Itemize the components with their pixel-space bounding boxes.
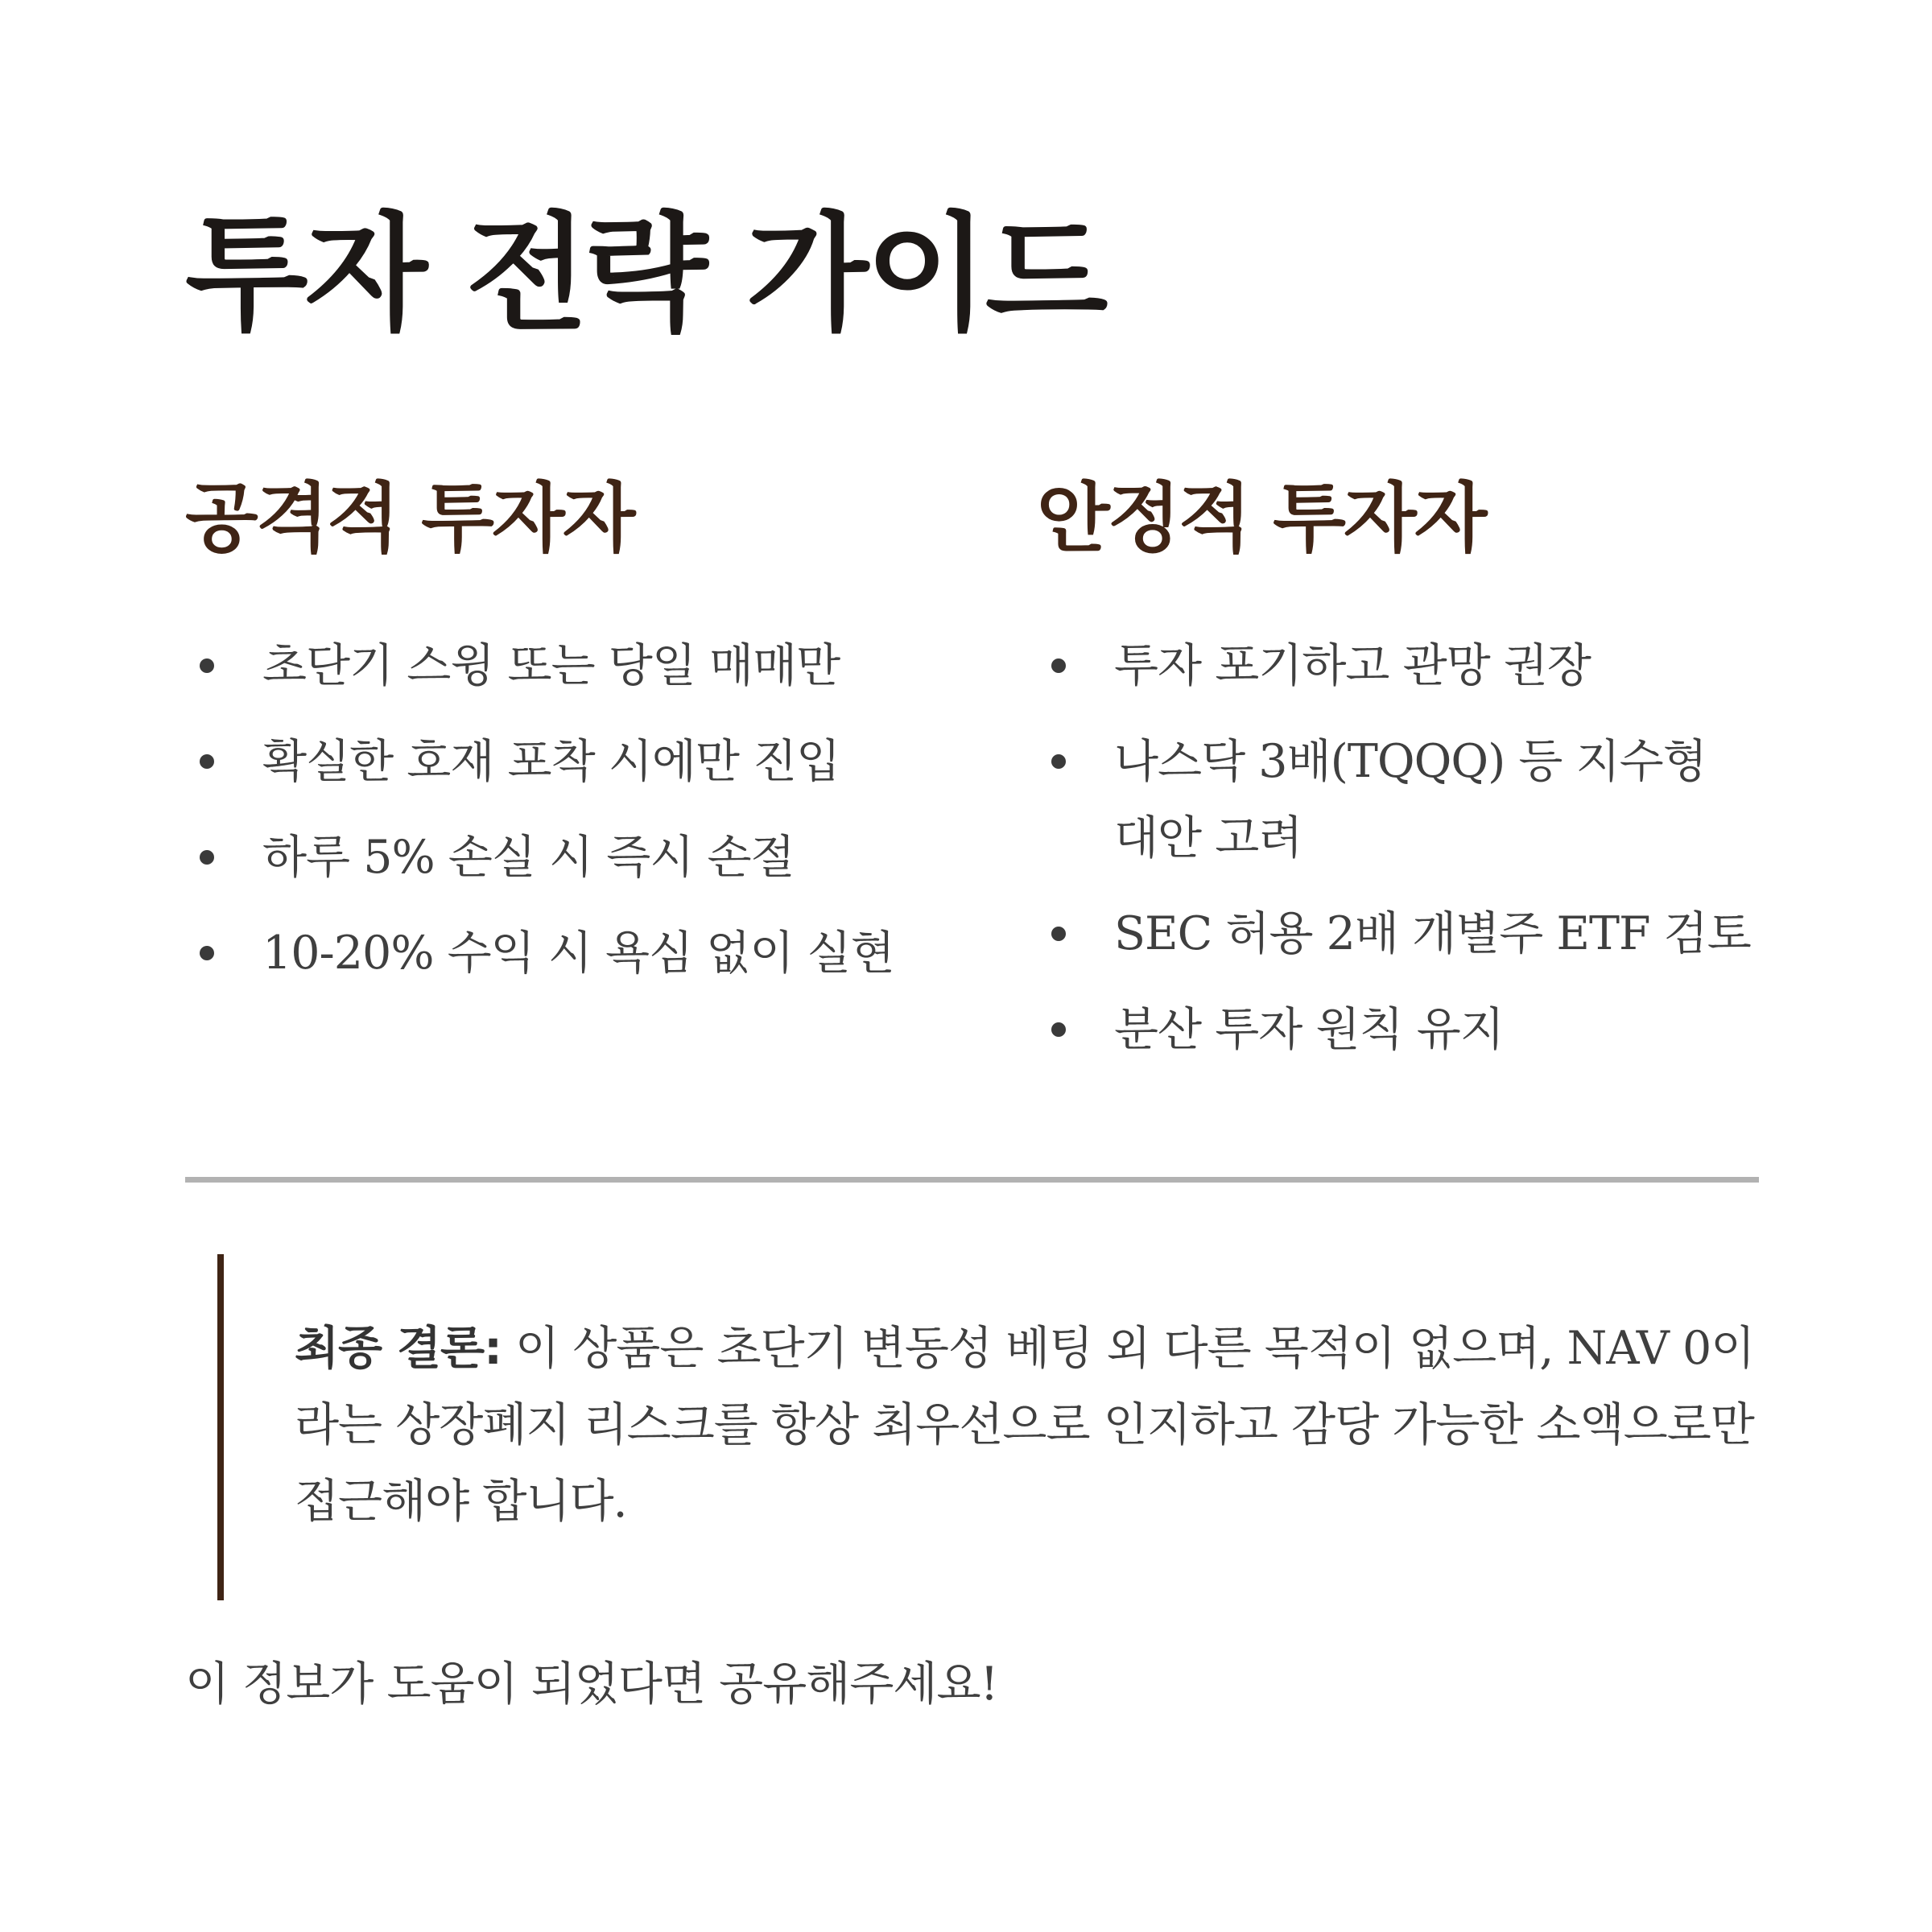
list-item: [185, 915, 958, 992]
bullet-icon: [1051, 1022, 1066, 1037]
list-item: [1037, 896, 1761, 972]
list-item: [1037, 992, 1761, 1068]
list-item: [185, 819, 958, 896]
bullet-icon: [200, 754, 214, 769]
conclusion-paragraph: [295, 1311, 1791, 1540]
list-item-text: 하루 5% 손실 시 즉시 손절: [262, 831, 795, 884]
bullet-icon: [200, 946, 214, 960]
section-divider: [185, 1177, 1759, 1183]
list-item-text: 10-20% 수익 시 욕심 없이 실현: [262, 927, 894, 980]
page-title: 투자 전략 가이드: [185, 200, 1105, 349]
aggressive-investor-section: [185, 475, 958, 1011]
conclusion-body: 이 상품은 초단기 변동성 베팅 외 다른 목적이 없으며, NAV 0이라는 상장폐지 리스크를 항상 최우선으로 인지하고 감당 가능한 소액으로만 접근해야 합니다.: [295, 1322, 1755, 1528]
conclusion-label: 최종 결론:: [295, 1322, 502, 1375]
bullet-icon: [1051, 658, 1066, 673]
share-prompt: 이 정보가 도움이 되었다면 공유해주세요!: [185, 1657, 998, 1711]
stable-investor-heading: 안정적 투자자: [1037, 475, 1485, 563]
bullet-icon: [1051, 927, 1066, 941]
aggressive-investor-list: [185, 628, 958, 992]
list-item-text: 투자 포기하고 관망 권장: [1114, 639, 1591, 692]
list-item: [1037, 724, 1761, 877]
bullet-icon: [1051, 754, 1066, 769]
stable-investor-section: [1037, 475, 1761, 1088]
bullet-icon: [200, 850, 214, 865]
list-item: [185, 628, 958, 704]
article-page: [185, 0, 1759, 1932]
list-item: [185, 724, 958, 800]
conclusion-callout: [217, 1254, 1791, 1600]
list-item-text: 초단기 스윙 또는 당일 매매만: [262, 639, 840, 692]
list-item-text: 확실한 호재 포착 시에만 진입: [262, 735, 840, 788]
aggressive-investor-heading: 공격적 투자자: [185, 475, 634, 563]
stable-investor-list: [1037, 628, 1761, 1068]
list-item-text: 나스닥 3배(TQQQ) 등 지수형 대안 고려: [1114, 735, 1707, 865]
list-item: [1037, 628, 1761, 704]
list-item-text: SEC 허용 2배 개별주 ETF 검토: [1114, 907, 1751, 960]
list-item-text: 분산 투자 원칙 유지: [1114, 1003, 1504, 1056]
bullet-icon: [200, 658, 214, 673]
